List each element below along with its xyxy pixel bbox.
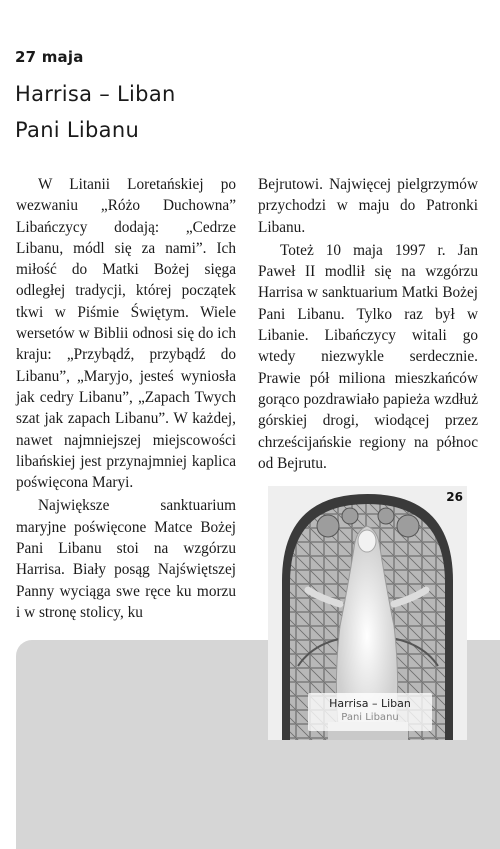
image-caption — [308, 693, 432, 731]
page-subtitle: Pani Libanu — [15, 118, 140, 142]
text-column-left — [16, 174, 236, 623]
page-title: Harrisa – Liban — [15, 82, 176, 106]
image-number-badge: 26 — [446, 490, 463, 504]
caption-title: Harrisa – Liban — [329, 697, 411, 710]
paragraph: W Litanii Loretańskiej po wezwaniu „Różo Duchowna” Libańczycy dodają: „Cedrze Libanu, módl się za nami”. Ich miłość do Matki Bożej sięga odległej tradycji, której początek tkwi w Piśmie Świętym. Wiele wersetów w Biblii odnosi się do ich kraju: „Przybądź, przybądź do Libanu”, „Maryjo, jesteś wyniosła jak cedry Libanu”, „Zapach Twych szat jak zapach Libanu”. W każdej, nawet najmniejszej miejscowości libańskiej jest przynajmniej kaplica poświęcona Maryi. — [16, 176, 236, 492]
date-label: 27 maja — [15, 48, 84, 66]
paragraph: Toteż 10 maja 1997 r. Jan Paweł II modlił się na wzgórzu Harrisa w sanktuarium Matki Bożej Pani Libanu. Tylko raz był w Libanie. Libańczycy witali go wtedy niezwykle serdecznie. Prawie pół miliona mieszkańców gorąco pozdrawiało papieża wzdłuż górskiej drogi, wiodącej przez chrześcijańskie regiony na północ od Bejrutu. — [258, 241, 478, 472]
caption-subtitle: Pani Libanu — [341, 712, 399, 723]
paragraph: Bejrutowi. Najwięcej pielgrzymów przychodzi w maju do Patronki Libanu. — [258, 176, 478, 236]
text-column-right — [258, 174, 478, 474]
paragraph: Największe sanktuarium maryjne poświęcone Matce Bożej Pani Libanu stoi na wzgórzu Harrisa. Biały posąg Najświętszej Panny wyciąga swe ręce ku morzu i w stronę stolicy, ku — [16, 497, 236, 621]
stained-glass-photo — [268, 486, 467, 740]
